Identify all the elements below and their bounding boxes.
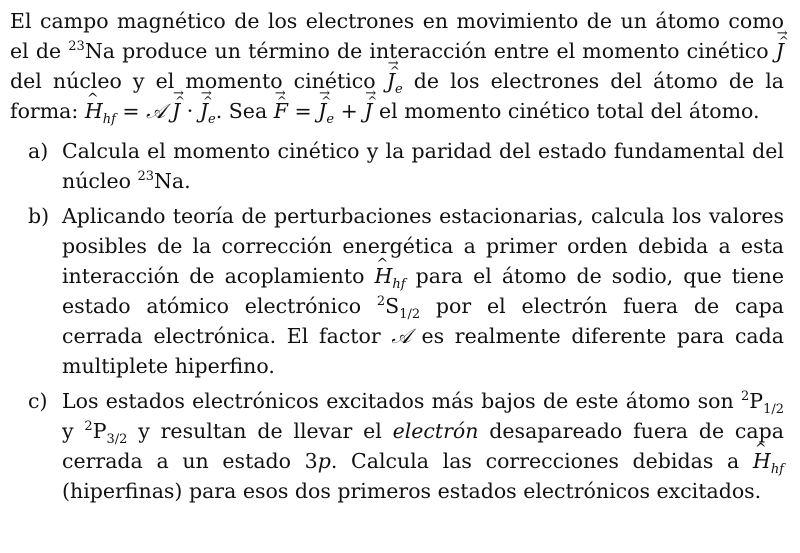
hyperfine-hamiltonian: ^ H	[753, 446, 771, 476]
isotope-mass-number: 23	[68, 39, 85, 54]
intro-text: del núcleo y el momento cinético	[10, 69, 387, 93]
electronic-subscript: e	[394, 82, 403, 97]
question-list	[10, 136, 784, 506]
orbital-letter: p	[317, 449, 331, 473]
intro-paragraph	[10, 6, 784, 126]
electronic-angular-momentum-operator: → J ^	[318, 96, 326, 126]
nuclear-angular-momentum-operator: → J ^	[172, 96, 180, 126]
item-b-text: es realmente diferente para cada multiplete hiperfino.	[62, 324, 784, 378]
plus-symbol: +	[334, 99, 365, 123]
isotope-symbol: Na.	[153, 169, 191, 193]
term-j-value: 1/2	[763, 402, 784, 417]
emphasized-word: electrón	[392, 419, 479, 443]
isotope-mass-number: 23	[137, 169, 154, 184]
nuclear-angular-momentum-operator: → J ^	[776, 36, 784, 66]
item-marker: a)	[28, 139, 49, 163]
term-multiplicity: 2	[84, 419, 93, 434]
hyperfine-subscript: hf	[770, 462, 784, 477]
hyperfine-subscript: hf	[392, 277, 406, 292]
term-symbol: S	[385, 294, 400, 318]
electronic-subscript: e	[208, 112, 216, 127]
dot-product-symbol: ·	[180, 99, 200, 123]
hyperfine-hamiltonian: ^ H	[85, 96, 103, 126]
question-item-b	[10, 201, 784, 381]
item-c-text: y	[62, 419, 85, 443]
term-j-value: 1/2	[399, 307, 421, 322]
hyperfine-subscript: hf	[102, 112, 116, 127]
term-symbol: P	[92, 419, 107, 443]
item-c-text: . Calcula las correcciones debidas a	[330, 449, 753, 473]
hyperfine-hamiltonian: ^ H	[375, 261, 393, 291]
item-c-text: desapareado fuera de capa cerrada a un estado 3	[62, 419, 784, 473]
electronic-angular-momentum-operator: → J ^	[387, 66, 395, 96]
item-text	[62, 136, 784, 196]
item-b-text: por el electrón fuera de capa cerrada electrónica. El factor	[62, 294, 784, 348]
electronic-subscript: e	[326, 112, 335, 127]
item-text	[62, 386, 784, 506]
intro-text: El campo magnético de los electrones en movimiento de un átomo como el de	[10, 9, 784, 63]
item-c-text: y resultan de llevar el	[127, 419, 393, 443]
item-c-text: Los estados electrónicos excitados más bajos de este átomo son	[62, 389, 741, 413]
item-text	[62, 201, 784, 381]
item-a-text: Calcula el momento cinético y la paridad del estado fundamental del núcleo	[62, 139, 784, 193]
item-b-text: para el átomo de sodio, que tiene estado atómico electrónico	[62, 264, 785, 318]
item-marker: b)	[28, 204, 50, 228]
intro-text: produce un término de interacción entre el momento cinético	[115, 39, 776, 63]
coupling-constant: 𝒜	[391, 324, 411, 348]
total-angular-momentum-operator: → F ^	[274, 96, 288, 126]
question-item-c	[10, 386, 784, 506]
equals-symbol: =	[287, 99, 319, 123]
equation-coupling-constant: = 𝒜	[115, 99, 173, 123]
term-multiplicity: 2	[741, 389, 750, 404]
term-symbol: P	[749, 389, 764, 413]
item-c-text: (hiperfinas) para esos dos primeros estados electrónicos excitados.	[62, 479, 762, 503]
isotope-symbol: Na	[84, 39, 115, 63]
item-b-text: Aplicando teoría de perturbaciones estacionarias, calcula los valores posibles de la corrección energética a primer orden debida a esta interacción de acoplamiento	[62, 204, 784, 288]
electronic-angular-momentum-operator: → J ^	[200, 96, 208, 126]
intro-text: el momento cinético total del átomo.	[372, 99, 760, 123]
intro-text: . Sea	[215, 99, 274, 123]
intro-text: de los electrones del átomo de la forma:	[10, 69, 784, 123]
term-multiplicity: 2	[376, 294, 386, 309]
nuclear-angular-momentum-operator: → J ^	[364, 96, 372, 126]
question-item-a	[10, 136, 784, 196]
term-j-value: 3/2	[106, 432, 128, 447]
item-marker: c)	[28, 389, 48, 413]
